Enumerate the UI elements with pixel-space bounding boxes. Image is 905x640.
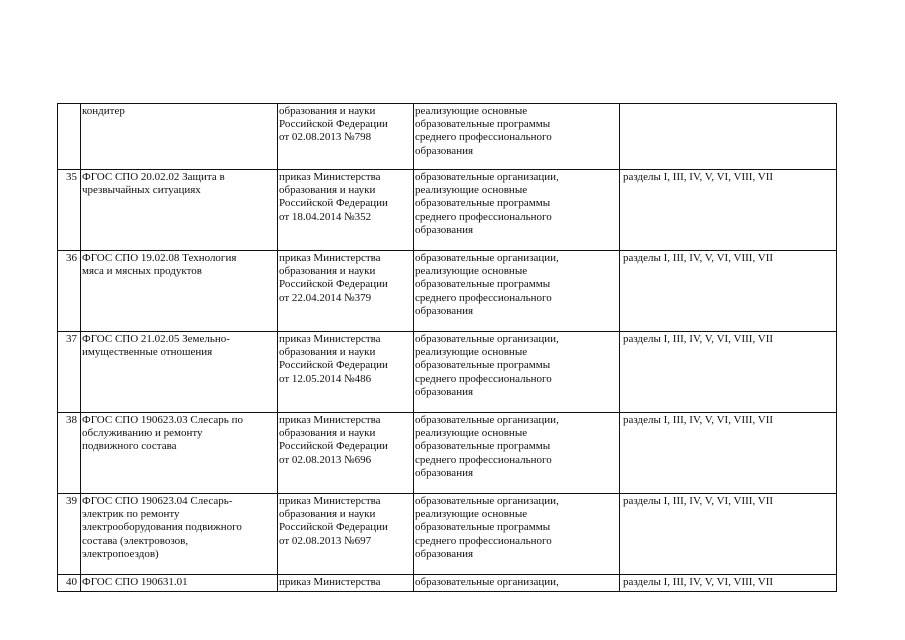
- table-row: [58, 575, 837, 592]
- approving-act: приказ Министерства: [278, 575, 414, 592]
- standard-name: кондитер: [81, 104, 278, 170]
- table-row: [58, 251, 837, 332]
- standard-name: ФГОС СПО 19.02.08 Технология мяса и мясных продуктов: [81, 251, 278, 332]
- applicable-sections: разделы I, III, IV, V, VI, VIII, VII: [620, 332, 837, 413]
- row-number: 35: [58, 170, 81, 251]
- table-row: [58, 170, 837, 251]
- row-number: [58, 104, 81, 170]
- standard-name: ФГОС СПО 190631.01: [81, 575, 278, 592]
- organizations: образовательные организации, реализующие основные образовательные программы среднего профессионального образования: [414, 413, 620, 494]
- standards-table: [57, 103, 837, 592]
- standard-name: ФГОС СПО 21.02.05 Земельно- имущественные отношения: [81, 332, 278, 413]
- row-number: 36: [58, 251, 81, 332]
- applicable-sections: разделы I, III, IV, V, VI, VIII, VII: [620, 413, 837, 494]
- organizations: образовательные организации, реализующие основные образовательные программы среднего профессионального образования: [414, 170, 620, 251]
- table-row: [58, 494, 837, 575]
- row-number: 38: [58, 413, 81, 494]
- organizations: реализующие основные образовательные программы среднего профессионального образования: [414, 104, 620, 170]
- applicable-sections: разделы I, III, IV, V, VI, VIII, VII: [620, 494, 837, 575]
- approving-act: приказ Министерства образования и науки Российской Федерации от 12.05.2014 №486: [278, 332, 414, 413]
- applicable-sections: разделы I, III, IV, V, VI, VIII, VII: [620, 170, 837, 251]
- row-number: 37: [58, 332, 81, 413]
- organizations: образовательные организации, реализующие основные образовательные программы среднего профессионального образования: [414, 332, 620, 413]
- standard-name: ФГОС СПО 190623.03 Слесарь по обслуживанию и ремонту подвижного состава: [81, 413, 278, 494]
- approving-act: приказ Министерства образования и науки Российской Федерации от 18.04.2014 №352: [278, 170, 414, 251]
- standard-name: ФГОС СПО 20.02.02 Защита в чрезвычайных ситуациях: [81, 170, 278, 251]
- table-row: [58, 332, 837, 413]
- applicable-sections: [620, 104, 837, 170]
- table-row: [58, 104, 837, 170]
- approving-act: приказ Министерства образования и науки Российской Федерации от 02.08.2013 №697: [278, 494, 414, 575]
- organizations: образовательные организации, реализующие основные образовательные программы среднего профессионального образования: [414, 251, 620, 332]
- applicable-sections: разделы I, III, IV, V, VI, VIII, VII: [620, 575, 837, 592]
- applicable-sections: разделы I, III, IV, V, VI, VIII, VII: [620, 251, 837, 332]
- standard-name: ФГОС СПО 190623.04 Слесарь- электрик по ремонту электрооборудования подвижного состава (электровозов, электропоездов): [81, 494, 278, 575]
- organizations: образовательные организации, реализующие основные образовательные программы среднего профессионального образования: [414, 494, 620, 575]
- approving-act: приказ Министерства образования и науки Российской Федерации от 02.08.2013 №696: [278, 413, 414, 494]
- row-number: 40: [58, 575, 81, 592]
- row-number: 39: [58, 494, 81, 575]
- approving-act: приказ Министерства образования и науки Российской Федерации от 22.04.2014 №379: [278, 251, 414, 332]
- organizations: образовательные организации,: [414, 575, 620, 592]
- approving-act: образования и науки Российской Федерации от 02.08.2013 №798: [278, 104, 414, 170]
- table-row: [58, 413, 837, 494]
